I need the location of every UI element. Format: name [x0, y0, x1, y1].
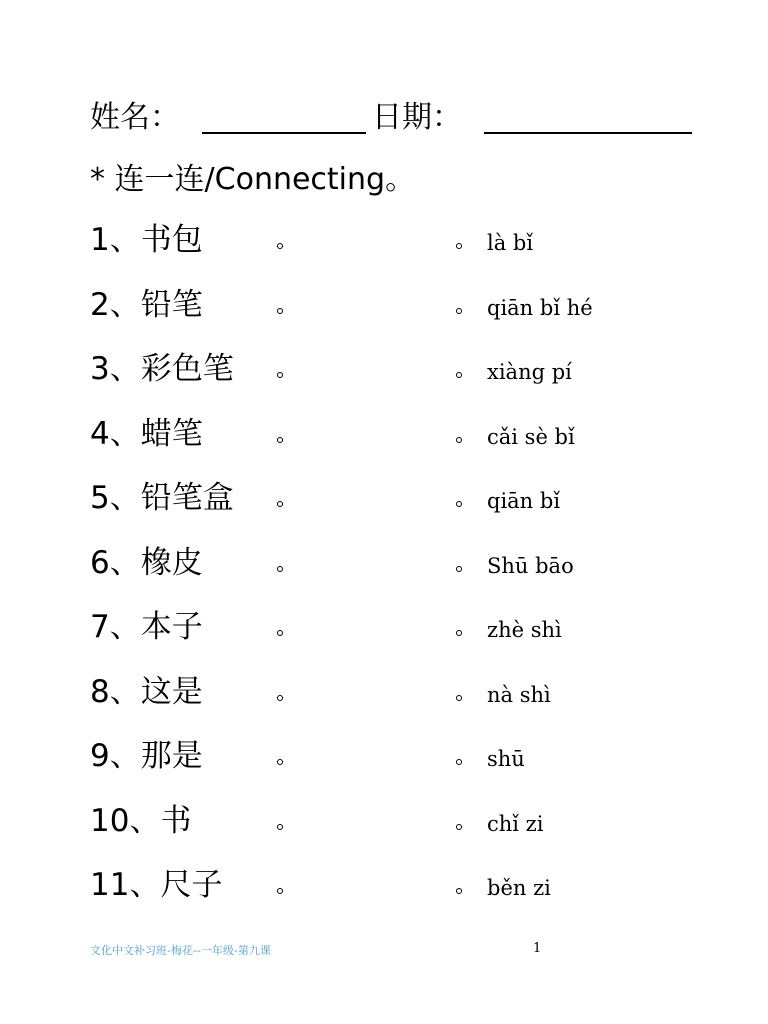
pinyin-word: shū: [487, 747, 525, 771]
right-connector-dot[interactable]: [456, 824, 462, 830]
match-row: [0, 734, 768, 799]
pinyin-word: běn zi: [487, 876, 551, 900]
page-number: 1: [533, 941, 542, 956]
match-row: [0, 412, 768, 477]
chinese-word: 4、蜡笔: [90, 415, 203, 452]
left-connector-dot[interactable]: [277, 888, 283, 894]
pinyin-word: chǐ zi: [487, 811, 544, 836]
left-connector-dot[interactable]: [277, 630, 283, 636]
right-connector-dot[interactable]: [456, 695, 462, 701]
chinese-word: 1、书包: [90, 222, 203, 258]
right-connector-dot[interactable]: [456, 888, 462, 894]
chinese-word: 2、铅笔: [90, 286, 203, 323]
right-connector-dot[interactable]: [456, 501, 462, 507]
right-connector-dot[interactable]: [456, 759, 462, 765]
match-row: [0, 799, 768, 864]
left-connector-dot[interactable]: [277, 243, 283, 249]
pinyin-word: xiàng pí: [487, 360, 572, 384]
right-connector-dot[interactable]: [456, 566, 462, 572]
pinyin-word: qiān bǐ hé: [487, 295, 593, 320]
chinese-word: 6、橡皮: [90, 544, 203, 581]
chinese-word: 3、彩色笔: [90, 351, 234, 387]
right-connector-dot[interactable]: [456, 630, 462, 636]
match-row: [0, 541, 768, 606]
left-connector-dot[interactable]: [277, 824, 283, 830]
pinyin-word: qiān bǐ: [487, 489, 561, 513]
left-connector-dot[interactable]: [277, 308, 283, 314]
pinyin-word: Shū bāo: [487, 553, 574, 578]
date-field[interactable]: [484, 96, 692, 134]
match-row: [0, 283, 768, 348]
left-connector-dot[interactable]: [277, 566, 283, 572]
right-connector-dot[interactable]: [456, 372, 462, 378]
date-label: 日期：: [372, 100, 462, 135]
left-connector-dot[interactable]: [277, 437, 283, 443]
match-row: [0, 218, 768, 283]
name-field[interactable]: [202, 96, 366, 134]
right-connector-dot[interactable]: [456, 437, 462, 443]
chinese-word: 7、本子: [90, 609, 203, 645]
match-row: [0, 605, 768, 670]
pinyin-word: cǎi sè bǐ: [487, 424, 575, 449]
match-row: [0, 476, 768, 541]
pinyin-word: là bǐ: [487, 231, 534, 255]
chinese-word: 8、这是: [90, 673, 203, 710]
left-connector-dot[interactable]: [277, 759, 283, 765]
chinese-word: 5、铅笔盒: [90, 480, 234, 516]
right-connector-dot[interactable]: [456, 308, 462, 314]
name-label: 姓名：: [90, 100, 180, 135]
pinyin-word: zhè shì: [487, 618, 562, 642]
match-row: [0, 670, 768, 735]
header: [90, 96, 690, 140]
match-row: [0, 863, 768, 928]
right-connector-dot[interactable]: [456, 243, 462, 249]
chinese-word: 11、尺子: [90, 867, 223, 903]
chinese-word: 10、书: [90, 802, 192, 839]
left-connector-dot[interactable]: [277, 695, 283, 701]
match-row: [0, 347, 768, 412]
pinyin-word: nà shì: [487, 682, 551, 707]
left-connector-dot[interactable]: [277, 501, 283, 507]
footer-text: 文化中文补习班-梅花--一年级-第九课: [90, 944, 271, 957]
instruction: * 连一连/Connecting。: [90, 162, 416, 197]
chinese-word: 9、那是: [90, 738, 203, 774]
left-connector-dot[interactable]: [277, 372, 283, 378]
matching-rows: [0, 218, 768, 928]
